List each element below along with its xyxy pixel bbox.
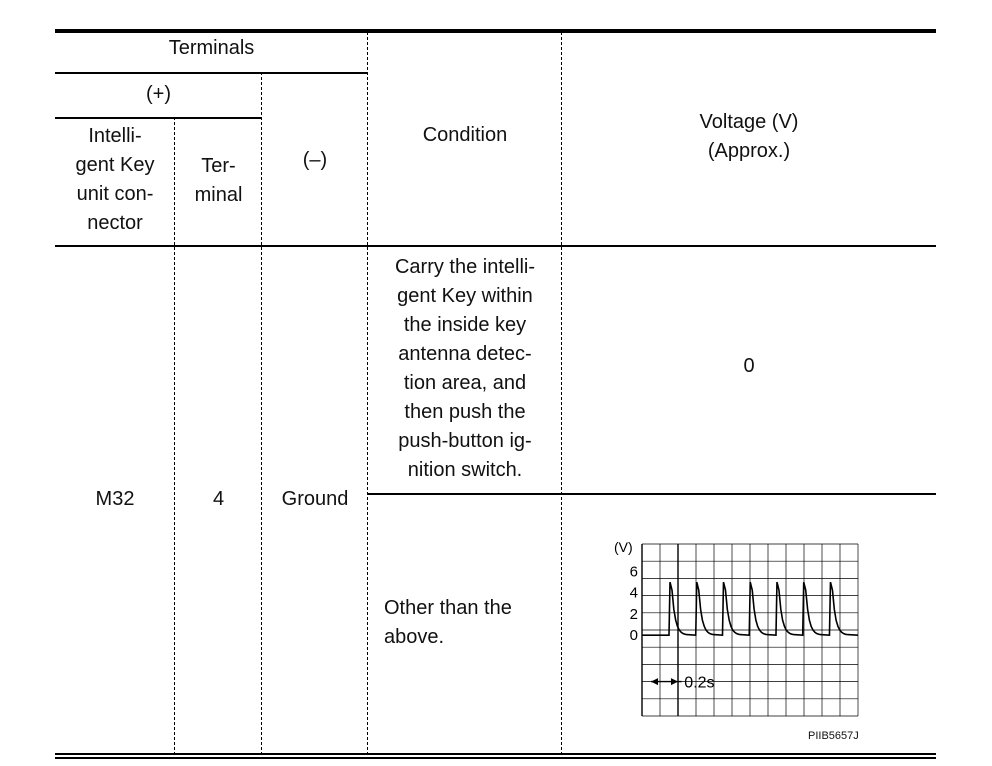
scope-ytick-label: 0 xyxy=(629,627,638,645)
row-split-rule xyxy=(368,493,936,495)
header-connector: Intelli- gent Key unit con- nector xyxy=(75,125,155,234)
scope-time-arrow-head-left xyxy=(651,678,658,685)
waveform-trace xyxy=(642,582,858,635)
cell-condition-2: Other than the above. xyxy=(384,597,512,648)
oscilloscope-waveform xyxy=(608,528,868,723)
top-rule xyxy=(55,29,936,33)
header-plus: (+) xyxy=(146,83,171,105)
header-voltage: Voltage (V) (Approx.) xyxy=(699,111,799,162)
header-minus: (–) xyxy=(302,149,328,171)
cell-terminal: 4 xyxy=(212,488,225,510)
header-condition: Condition xyxy=(422,124,508,146)
cell-minus: Ground xyxy=(281,488,349,510)
terminals-underline xyxy=(55,72,368,74)
scope-ylabel: (V) xyxy=(614,539,633,555)
cell-condition-1: Carry the intelli- gent Key within the inside key antenna detec- tion area, and then push the push-button ig- nition switch. xyxy=(394,256,536,481)
scope-ytick-label: 6 xyxy=(629,563,638,581)
scope-time-arrow-head-right xyxy=(671,678,678,685)
scope-time-scale-label: 0.2s xyxy=(684,674,715,692)
bottom-rule-1 xyxy=(55,753,936,755)
header-bottom-rule xyxy=(55,245,936,247)
cell-voltage-1: 0 xyxy=(743,355,755,377)
figure-code: PIIB5657J xyxy=(808,730,859,742)
cell-connector: M32 xyxy=(95,488,135,510)
scope-ytick-label: 2 xyxy=(629,605,638,623)
header-terminals: Terminals xyxy=(168,37,255,59)
bottom-rule-2 xyxy=(55,757,936,759)
header-terminal: Ter- minal xyxy=(194,155,243,206)
scope-ytick-label: 4 xyxy=(629,584,638,602)
plus-underline xyxy=(55,117,262,119)
